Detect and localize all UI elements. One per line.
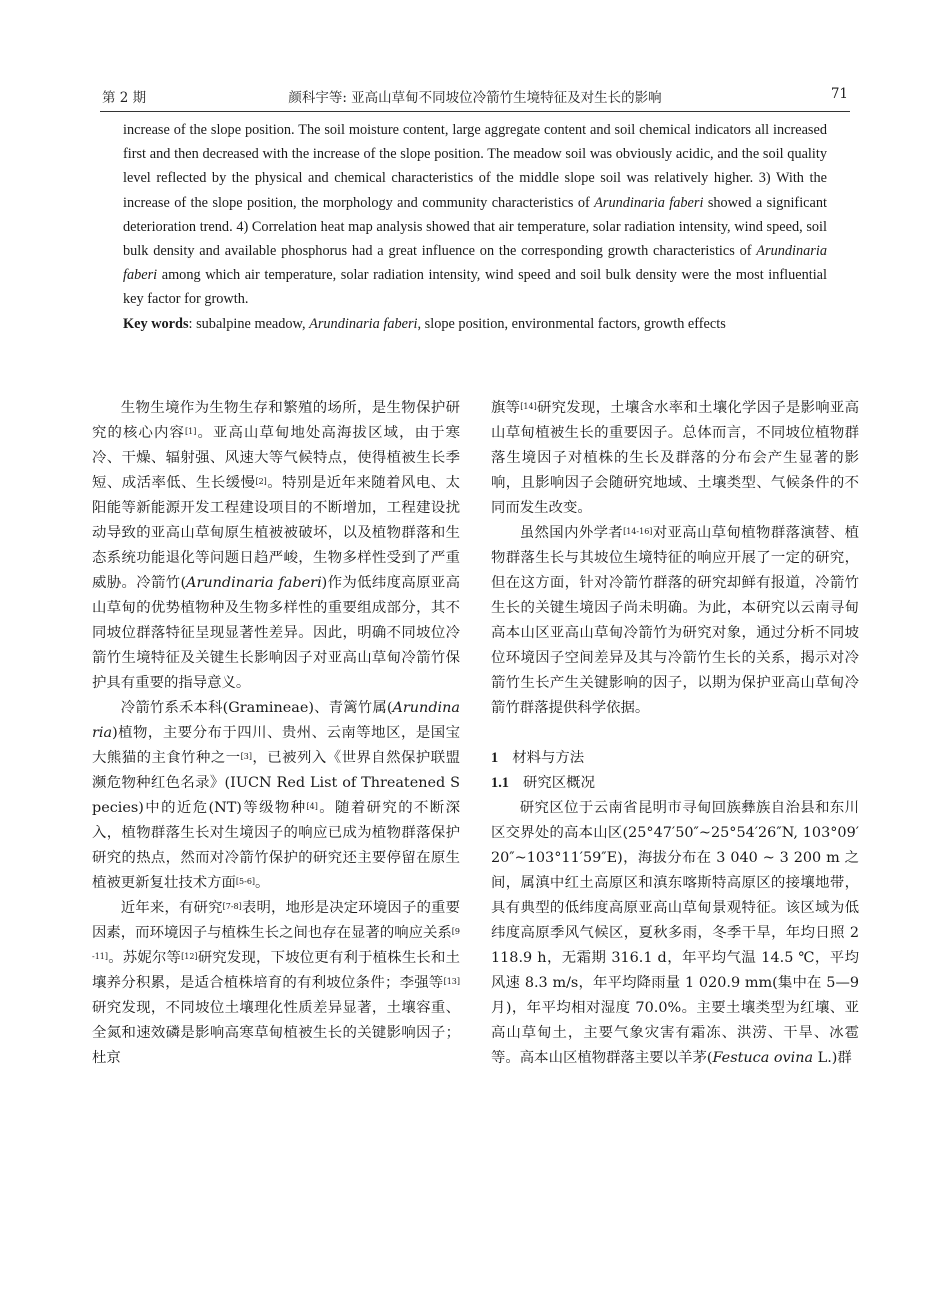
page-number: 71 [830,86,848,102]
citation[interactable]: [14] [520,402,537,411]
citation[interactable]: [2] [255,477,267,486]
english-abstract [123,118,827,336]
left-column [92,396,460,1071]
issue-number: 第 2 期 [102,90,147,106]
section-gap [491,721,859,746]
species-name: Festuca ovina [712,1050,814,1066]
section-heading-1: 1 材料与方法 [491,750,585,766]
citation[interactable]: [13] [443,977,460,986]
intro-paragraph-4: 虽然国内外学者[14-16]对亚高山草甸植物群落演替、植物群落生长与其坡位生境特征的响应开展了一定的研究，但在这方面，针对冷箭竹群落的研究却鲜有报道，冷箭竹生长的关键生境因子尚未明确。为此，本研究以云南寻甸高本山区亚高山草甸冷箭竹为研究对象，通过分析不同坡位环境因子空间差异及其与冷箭竹生长的关系，揭示对冷箭竹生长产生关键影响的因子，以期为保护亚高山草甸冷箭竹群落提供科学依据。 [491,525,859,716]
species-name: Arundinaria faberi [594,194,704,211]
keywords: Key words: subalpine meadow, Arundinaria faberi, slope position, environmental factors, growth effects [123,315,726,332]
running-header [102,86,848,112]
intro-paragraph-2: 冷箭竹系禾本科(Gramineae)、青篱竹属(Arundinaria)植物，主要分布于四川、贵州、云南等地区，是国宝大熊猫的主食竹种之一[3]，已被列入《世界自然保护联盟濒危物种红色名录》(IUCN Red List of Threatened Species)中的近危(NT)等级物种[4]。随着研究的不断深入，植物群落生长对生境因子的响应已成为植物群落保护研究的热点，然而对冷箭竹保护的研究还主要停留在原生植被更新复壮技术方面[5-6]。 [92,700,460,891]
genus-name: Arundinaria [92,700,460,741]
intro-paragraph-1: 生物生境作为生物生存和繁殖的场所，是生物保护研究的核心内容[1]。亚高山草甸地处高海拔区域，由于寒冷、干燥、辐射强、风速大等气候特点，使得植被生长季短、成活率低、生长缓慢[2]。特别是近年来随着风电、太阳能等新能源开发工程建设项目的不断增加，工程建设扰动导致的亚高山草甸原生植被被破坏，以及植物群落和生态系统功能退化等问题日趋严峻，生物多样性受到了严重威胁。冷箭竹(Arundinaria faberi)作为低纬度高原亚高山草甸的优势植物种及生物多样性的重要组成部分，其不同坡位群落特征呈现显著性差异。因此，明确不同坡位冷箭竹生境特征及关键生长影响因子对亚高山草甸冷箭竹保护具有重要的指导意义。 [92,400,460,691]
species-name: Arundinaria faberi [186,575,322,591]
citation[interactable]: [5-6] [235,877,256,886]
citation[interactable]: [1] [185,427,197,436]
citation[interactable]: [4] [306,802,318,811]
keywords-label: Key words [123,315,189,332]
running-title: 颜科宇等: 亚高山草甸不同坡位冷箭竹生境特征及对生长的影响 [288,90,662,106]
intro-paragraph-3: 近年来，有研究[7-8]表明，地形是决定环境因子的重要因素，而环境因子与植株生长之间也存在显著的响应关系[9-11]。苏妮尔等[12]研究发现，下坡位更有利于植株生长和土壤养分积累，是适合植株培育的有利坡位条件；李强等[13]研究发现，不同坡位土壤理化性质差异显著，土壤容重、全氮和速效磷是影响高寒草甸植被生长的关键影响因子；杜京 [92,900,460,1066]
intro-paragraph-3-cont: 旗等[14]研究发现，土壤含水率和土壤化学因子是影响亚高山草甸植被生长的重要因子。总体而言，不同坡位植物群落生境因子对植株的生长及群落的分布会产生显著的影响，且影响因子会随研究地域、土壤类型、气候条件的不同而发生改变。 [491,400,859,516]
citation[interactable]: [9-11] [92,927,460,961]
species-name: Arundinaria faberi [123,243,827,284]
subsection-heading-1-1: 1.1 研究区概况 [491,775,595,791]
citation[interactable]: [3] [240,752,252,761]
abstract-body: increase of the slope position. The soil moisture content, large aggregate content and soil chemical indicators all increased first and then decreased with the increase of the slope position. The meadow soil was obviously acidic, and the soil quality level reflected by the physical and chemical characteristics of the middle slope soil was relatively higher. 3) With the increase of the slope position, the morphology and community characteristics of Arundinaria faberi showed a significant deterioration trend. 4) Correlation heat map analysis showed that air temperature, solar radiation intensity, wind speed, soil bulk density and available phosphorus had a great influence on the corresponding growth characteristics of Arundinaria faberi among which air temperature, solar radiation intensity, wind speed and soil bulk density were the most influential key factor for growth. [123,122,827,308]
header-divider [100,111,850,112]
study-area-paragraph: 研究区位于云南省昆明市寻甸回族彝族自治县和东川区交界处的高本山区(25°47′50″~25°54′26″N, 103°09′20″~103°11′59″E)，海拔分布在 3 040 ~ 3 200 m 之间，属滇中红土高原区和滇东喀斯特高原区的接壤地带，具有典型的低纬度高原亚高山草甸景观特征。该区域为低纬度高原季风气候区，夏秋多雨，冬季干旱，年均日照 2 118.9 h，无霜期 316.1 d，年平均气温 14.5 ℃，平均风速 8.3 m/s，年平均降雨量 1 020.9 mm(集中在 5—9 月)，年平均相对湿度 70.0%。主要土壤类型为红壤、亚高山草甸土，主要气象灾害有霜冻、洪涝、干旱、冰雹等。高本山区植物群落主要以羊茅(Festuca ovina L.)群 [491,800,859,1066]
species-name: Arundinaria faberi [309,315,418,332]
right-column [491,396,859,1071]
citation[interactable]: [12] [181,952,198,961]
citation[interactable]: [14-16] [623,527,653,536]
citation[interactable]: [7-8] [222,902,242,911]
